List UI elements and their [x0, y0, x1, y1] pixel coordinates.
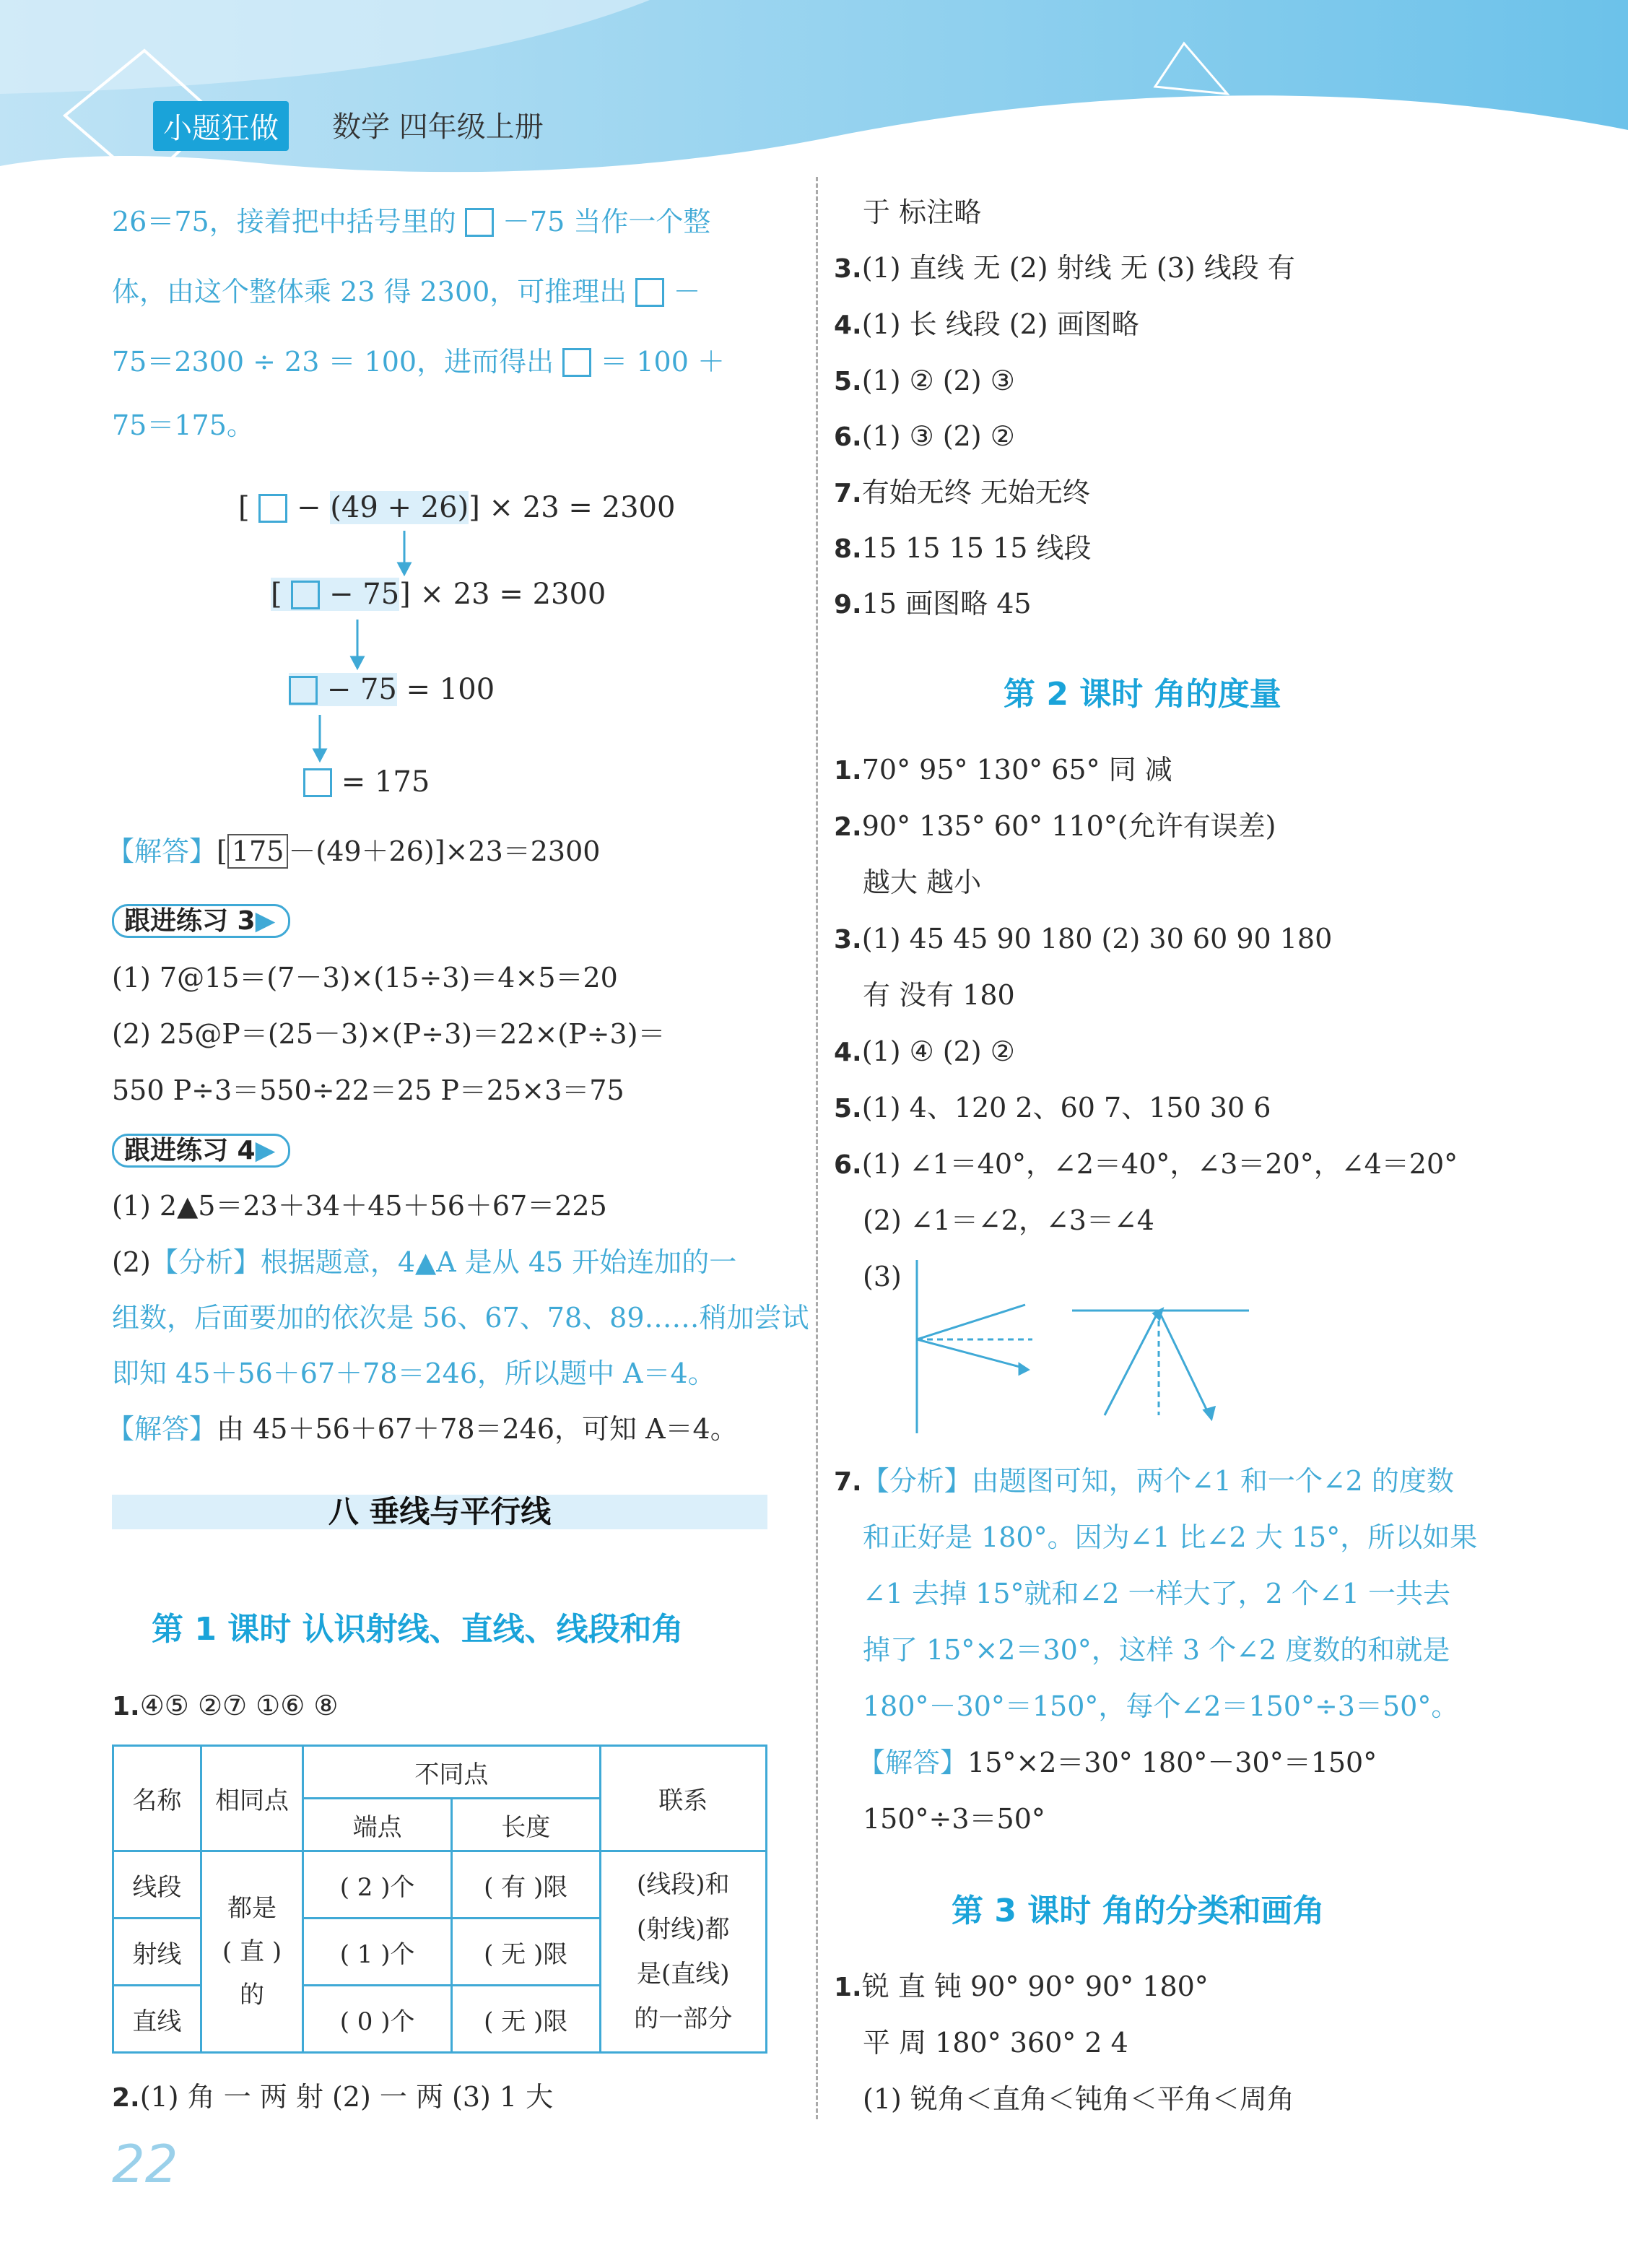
q7-answer: 150°÷3＝50°: [863, 1803, 1045, 1835]
answer-line: 1.70° 95° 130° 65° 同 减: [834, 754, 1172, 786]
table-header: 长度: [451, 1799, 600, 1851]
answer-line: 7.有始无终 无始无终: [834, 477, 1090, 508]
q7-line: 180°－30°＝150°，每个∠2＝150°÷3＝50°。: [863, 1690, 1459, 1722]
play-icon: ▶: [255, 906, 276, 936]
lesson-3-title: 第 3 课时 角的分类和画角: [952, 1893, 1325, 1929]
answer-line: 2.90° 135° 60° 110°(允许有误差): [834, 810, 1276, 842]
table-cell: ( 2 )个: [303, 1851, 452, 1919]
table-header: 端点: [303, 1799, 452, 1851]
practice-3-line: (2) 25@P＝(25－3)×(P÷3)＝22×(P÷3)＝: [112, 1018, 666, 1050]
practice-4-line: (2)【分析】根据题意，4▲A 是从 45 开始连加的一: [112, 1246, 737, 1278]
table-cell: 都是 ( 直 ) 的: [201, 1851, 303, 2053]
practice-4-line: 【解答】由 45＋56＋67＋78＝246，可知 A＝4。: [107, 1413, 738, 1445]
table-cell: ( 有 )限: [451, 1851, 600, 1919]
answer-line: 6.(1) ③ (2) ②: [834, 420, 1015, 452]
answer-line: 4.(1) ④ (2) ②: [834, 1035, 1015, 1067]
column-divider: [816, 177, 818, 2119]
table-cell: ( 无 )限: [451, 1919, 600, 1986]
flow-step-3: − 75 = 100: [289, 673, 495, 706]
table-cell: 射线: [113, 1919, 201, 1986]
answer-line: 5.(1) ② (2) ③: [834, 365, 1015, 396]
lesson-2-title: 第 2 课时 角的度量: [1004, 676, 1281, 713]
q7-line: 和正好是 180°。因为∠1 比∠2 大 15°，所以如果: [863, 1521, 1478, 1553]
practice-3-tag: 跟进练习 3▶: [112, 903, 290, 939]
table-cell: 线段: [113, 1851, 201, 1919]
answer-line: (3): [863, 1261, 902, 1292]
table-header: 名称: [113, 1746, 201, 1851]
practice-4-line: 即知 45＋56＋67＋78＝246，所以题中 A＝4。: [112, 1357, 715, 1389]
q7-answer: 【解答】15°×2＝30° 180°－30°＝150°: [858, 1747, 1377, 1778]
series-badge: 小题狂做: [153, 101, 289, 151]
answer-line: (1) 锐角＜直角＜钝角＜平角＜周角: [863, 2083, 1294, 2115]
answer-line: 6.(1) ∠1＝40°，∠2＝40°，∠3＝20°，∠4＝20°: [834, 1148, 1458, 1180]
q7-line: 掉了 15°×2＝30°，这样 3 个∠2 度数的和就是: [863, 1634, 1450, 1666]
flow-step-4: = 175: [303, 765, 430, 799]
practice-3-line: (1) 7@15＝(7－3)×(15÷3)＝4×5＝20: [112, 962, 618, 994]
answer-line: 8.15 15 15 15 线段: [834, 532, 1092, 564]
lesson-1-title: 第 1 课时 认识射线、直线、线段和角: [152, 1611, 684, 1648]
answer-line: 1.锐 直 钝 90° 90° 90° 180°: [834, 1971, 1209, 2002]
answer-line: 4.(1) 长 线段 (2) 画图略: [834, 308, 1139, 340]
q1-line: 1.④⑤ ②⑦ ①⑥ ⑧: [112, 1690, 339, 1721]
table-cell: ( 1 )个: [303, 1919, 452, 1986]
page-number: 22: [112, 2134, 178, 2194]
table-cell: ( 无 )限: [451, 1986, 600, 2053]
answer-line: 平 周 180° 360° 2 4: [863, 2027, 1128, 2059]
practice-4-line: (1) 2▲5＝23＋34＋45＋56＋67＝225: [112, 1190, 607, 1222]
table-header: 相同点: [201, 1746, 303, 1851]
answer-line: 越大 越小: [863, 866, 982, 898]
table-cell: 直线: [113, 1986, 201, 2053]
answer-line: 9.15 画图略 45: [834, 588, 1032, 620]
flow-arrows: [0, 0, 816, 816]
answer-line: 有 没有 180: [863, 979, 1015, 1011]
answer-line-1: 【解答】[ 175 －(49＋26)]×23＝2300: [107, 835, 601, 867]
answer-line: 5.(1) 4、120 2、60 7、150 30 6: [834, 1092, 1271, 1124]
flow-step-2: [ − 75] × 23 = 2300: [271, 578, 606, 611]
play-icon: ▶: [255, 1136, 276, 1165]
comparison-table: [112, 1745, 767, 2054]
intro-line-4: 75＝175。: [112, 409, 254, 441]
chapter-heading: 八 垂线与平行线: [112, 1495, 767, 1529]
q7-line: ∠1 去掉 15°就和∠2 一样大了，2 个∠1 一共去: [863, 1578, 1450, 1609]
answer-line: 于 标注略: [863, 196, 982, 228]
q7-line: 7.【分析】由题图可知，两个∠1 和一个∠2 的度数: [834, 1465, 1454, 1497]
table-header: 不同点: [303, 1746, 600, 1799]
answer-line: (2) ∠1＝∠2，∠3＝∠4: [863, 1204, 1154, 1236]
table-cell: ( 0 )个: [303, 1986, 452, 2053]
practice-4-line: 组数，后面要加的依次是 56、67、78、89……稍加尝试: [112, 1302, 809, 1334]
intro-line-3: 75＝2300 ÷ 23 ＝ 100，进而得出 ＝ 100 ＋: [112, 346, 725, 378]
table-header: 联系: [600, 1746, 766, 1851]
practice-4-tag: 跟进练习 4▶: [112, 1132, 290, 1168]
intro-line-1: 26＝75，接着把中括号里的 －75 当作一个整: [112, 206, 711, 238]
practice-3-line: 550 P÷3＝550÷22＝25 P＝25×3＝75: [112, 1074, 624, 1106]
reflection-diagram: [895, 1253, 1271, 1441]
q2-line: 2.(1) 角 一 两 射 (2) 一 两 (3) 1 大: [112, 2081, 554, 2113]
flow-step-1: [ − (49 + 26)] × 23 = 2300: [238, 491, 676, 524]
book-subtitle: 数学 四年级上册: [332, 110, 544, 144]
table-row: [113, 1851, 767, 1919]
answer-line: 3.(1) 直线 无 (2) 射线 无 (3) 线段 有: [834, 252, 1295, 284]
table-cell: (线段)和 (射线)都 是(直线) 的一部分: [600, 1851, 766, 2053]
answer-line: 3.(1) 45 45 90 180 (2) 30 60 90 180: [834, 923, 1333, 955]
intro-line-2: 体，由这个整体乘 23 得 2300，可推理出 －: [112, 276, 701, 308]
